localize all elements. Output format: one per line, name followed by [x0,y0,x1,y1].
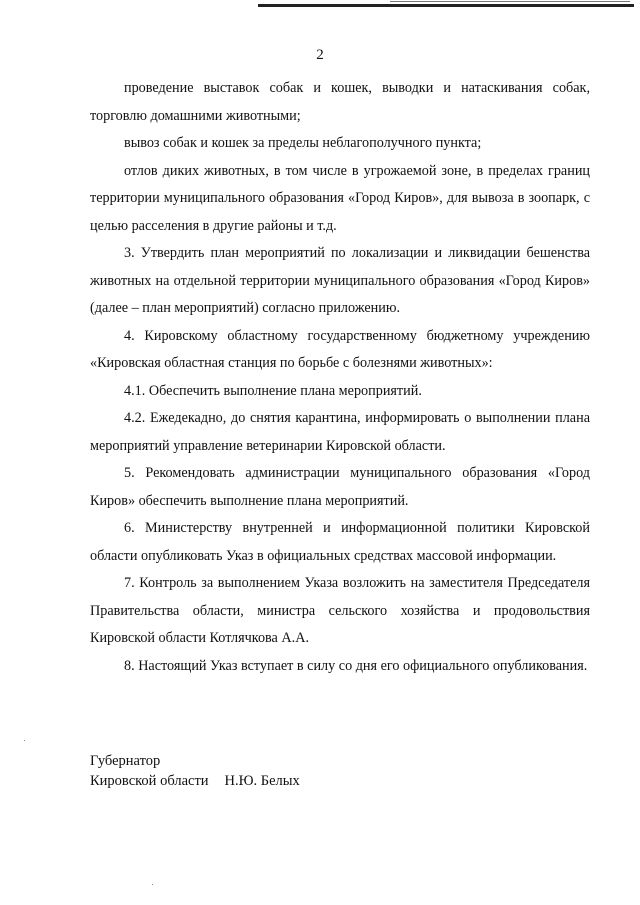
page-number: 2 [316,47,324,63]
signatory-title-line1: Губернатор [90,753,161,769]
paragraph-item-4-2: 4.2. Ежедекадно, до снятия карантина, информировать о выполнении плана мероприятий управление ветеринарии Кировской области. [90,410,590,454]
signatory-title-line2-row [90,771,300,791]
paragraph-item-4: 4. Кировскому областному государственному бюджетному учреждению «Кировская областная станция по борьбе с болезнями животных»: [90,327,590,371]
header-rule [258,4,634,7]
paragraph-item-8: 8. Настоящий Указ вступает в силу со дня его официального опубликования. [124,657,588,674]
scan-speck [24,740,25,741]
paragraph-item-7: 7. Контроль за выполнением Указа возложить на заместителя Председателя Правительства области, министра сельского хозяйства и продовольствия Кировской области Котлячкова А.А. [90,575,590,646]
signatory-title-line2: Кировской области [90,773,209,789]
paragraph-item-5: 5. Рекомендовать администрации муниципального образования «Город Киров» обеспечить выполнение плана мероприятий. [90,465,590,509]
paragraph-item-6: 6. Министерству внутренней и информационной политики Кировской области опубликовать Указ в официальных средствах массовой информации. [90,520,590,564]
paragraph-2: вывоз собак и кошек за пределы неблагополучного пункта; [124,135,482,151]
paragraph-3: отлов диких животных, в том числе в угрожаемой зоне, в пределах границ территории муниципального образования «Город Киров», для вывоза в зоопарк, с целью расселения в другие районы и т.д. [90,162,590,234]
paragraph-1: проведение выставок собак и кошек, выводки и натаскивания собак, торговлю домашними животными; [90,80,590,124]
signature-block [90,751,300,791]
signatory-name: Н.Ю. Белых [224,773,300,789]
paragraph-item-3: 3. Утвердить план мероприятий по локализации и ликвидации бешенства животных на отдельной территории муниципального образования «Город Киров» (далее – план мероприятий) согласно приложению. [90,245,590,316]
document-body [90,75,590,680]
paragraph-item-4-1: 4.1. Обеспечить выполнение плана мероприятий. [124,382,422,399]
header-thin-rule [390,1,630,2]
scan-speck [152,884,153,885]
